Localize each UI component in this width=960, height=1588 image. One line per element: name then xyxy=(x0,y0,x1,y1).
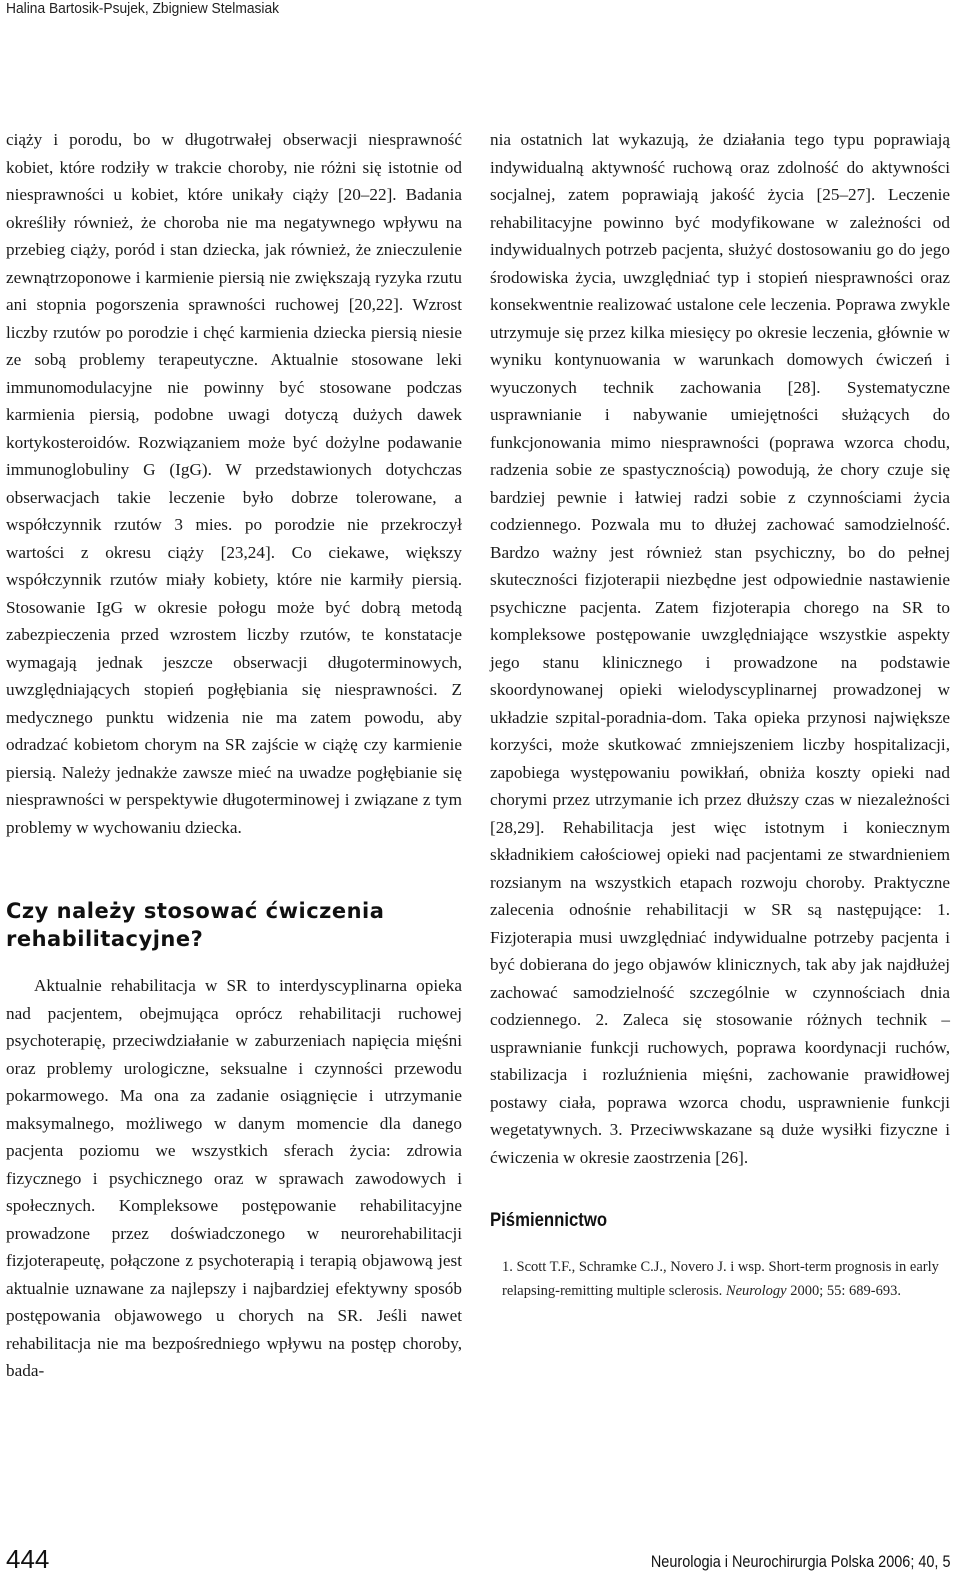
reference-item xyxy=(490,1255,950,1303)
running-head-authors: Halina Bartosik-Psujek, Zbigniew Stelmasiak xyxy=(6,0,280,17)
page-number: 444 xyxy=(6,1544,50,1574)
reference-journal: Neurology xyxy=(725,1282,787,1299)
body-paragraph: Aktualnie rehabilitacja w SR to interdyscyplinarna opieka nad pacjentem, obejmująca oprócz rehabilitacji ruchowej psychoterapię, przeciwdziałanie w zaburzeniach napięcia mięśni oraz problemy urologiczne, seksualne i czynności przewodu pokarmowego. Ma ona za zadanie osiągnięcie i utrzymanie maksymalnego, możliwego w danym momencie dla danego pacjenta poziomu we wszystkich sferach życia: zdrowia fizycznego i psychicznego oraz w sprawach zawodowych i społecznych. Kompleksowe postępowanie rehabilitacyjne prowadzone przez doświadczonego w neurorehabilitacji fizjoterapeutę, połączone z psychoterapią i terapią objawową jest aktualnie uznawane za najlepszy i najbardziej efektywny sposób postępowania objawowego u chorych na SR. Jeśli nawet rehabilitacja nie ma bezpośredniego wpływu na postęp choroby, bada- xyxy=(6,976,462,1380)
references-list xyxy=(490,1255,950,1303)
left-text-column xyxy=(6,126,462,1385)
reference-text: 1. Scott T.F., Schramke C.J., Novero J. i wsp. Short-term prognosis in early relapsing-remitting multiple sclerosis. xyxy=(502,1258,939,1299)
references-heading: Piśmiennictwo xyxy=(490,1210,608,1231)
right-text-column xyxy=(490,126,950,1303)
body-paragraph: ciąży i porodu, bo w długotrwałej obserwacji niesprawność kobiet, które rodziły w trakcie choroby, nie różni się istotnie od niesprawności u kobiet, które unikały ciąży [20–22]. Badania określiły również, że choroba nie ma negatywnego wpływu na przebieg ciąży, poród i stan dziecka, jak również, że znieczulenie zewnątrzoponowe i karmienie piersią nie zwiększają ryzyka rzutu ani stopnia pogorszenia sprawności ruchowej [20,22]. Wzrost liczby rzutów po porodzie i chęć karmienia dziecka piersią niesie ze sobą problemy terapeutyczne. Aktualnie stosowane leki immunomodulacyjne nie powinny być stosowane podczas karmienia piersią, podobne uwagi dotyczą dużych dawek kortykosteroidów. Rozwiązaniem może być dożylne podawanie immunoglobuliny G (IgG). W przedstawionych dotychczas obserwacjach takie leczenie było dobrze tolerowane, a współczynnik rzutów 3 mies. po porodzie nie przekroczył wartości z okresu ciąży [23,24]. Co ciekawe, większy współczynnik rzutów miały kobiety, które nie karmiły piersią. Stosowanie IgG w okresie połogu może być dobrą metodą zabezpieczenia przed wzrostem liczby rzutów, te konstatacje wymagają jednak jeszcze obserwacji długoterminowych, uwzględniających stopień pogłębiania się niesprawności. Z medycznego punktu widzenia nie ma zatem powodu, aby odradzać kobietom chorym na SR zajście w ciążę czy karmienie piersią. Należy jednakże zawsze mieć na uwadze pogłębianie się niesprawności w perspektywie długoterminowej i związane z tym problemy w wychowaniu dziecka. xyxy=(6,130,462,837)
reference-tail: 2000; 55: 689-693. xyxy=(786,1282,901,1299)
section-heading: Czy należy stosować ćwiczenia rehabilitacyjne? xyxy=(6,899,385,951)
body-paragraph: nia ostatnich lat wykazują, że działania tego typu poprawiają indywidualną aktywność ruchową oraz zdolność do aktywności socjalnej, zatem poprawiają jakość życia [25–27]. Leczenie rehabilitacyjne powinno być modyfikowane w zależności od indywidualnych potrzeb pacjenta, służyć dostosowaniu go do jego środowiska życia, uwzględniać typ i stopień niesprawności oraz konsekwentnie realizować ustalone cele leczenia. Poprawa zwykle utrzymuje się przez kilka miesięcy po okresie leczenia, głównie w wyniku kontynuowania w warunkach domowych ćwiczeń i wyuczonych technik zachowania [28]. Systematyczne usprawnianie i nabywanie umiejętności służących do funkcjonowania mimo niesprawności (poprawa wzorca chodu, radzenia sobie ze spastycznością) powodują, że chory czuje się bardziej pewnie i łatwiej radzi sobie z czynnościami życia codziennego. Pozwala mu to dłużej zachować samodzielność. Bardzo ważny jest również stan psychiczny, bo do pełnej skuteczności fizjoterapii niezbędne jest odpowiednie nastawienie psychiczne pacjenta. Zatem fizjoterapia chorego na SR to kompleksowe postępowanie uwzględniające wszystkie aspekty jego stanu klinicznego i prowadzone na podstawie skoordynowanej opieki wielodyscyplinarnej prowadzonej w układzie szpital-poradnia-dom. Taka opieka przynosi największe korzyści, może skutkować zmniejszeniem liczby hospitalizacji, zapobiega występowaniu powikłań, obniża koszty opieki nad chorymi przez utrzymanie ich przez dłuższy czas w niezależności [28,29]. Rehabilitacja jest więc istotnym i koniecznym składnikiem całościowej opieki nad pacjentami ze stwardnieniem rozsianym na wszystkich etapach rozwoju choroby. Praktyczne zalecenia odnośnie rehabilitacji w SR są następujące: 1. Fizjoterapia musi uwzględniać indywidualne potrzeby pacjenta i być dobierana do jego objawów klinicznych, tak aby jak najdłużej zachować samodzielność szczególnie w czynnościach dnia codziennego. 2. Zaleca się stosowanie różnych technik – usprawnianie funkcji ruchowych, poprawa koordynacji ruchów, stabilizacja i rozluźnienia mięśni, zachowanie prawidłowej postawy ciała, poprawa wzorca chodu, usprawnienie funkcji wegetatywnych. 3. Przeciwwskazane są duże wysiłki fizyczne i ćwiczenia w okresie zaostrzenia [26]. xyxy=(490,130,950,1167)
journal-footer: Neurologia i Neurochirurgia Polska 2006; 40, 5 xyxy=(650,1552,950,1571)
